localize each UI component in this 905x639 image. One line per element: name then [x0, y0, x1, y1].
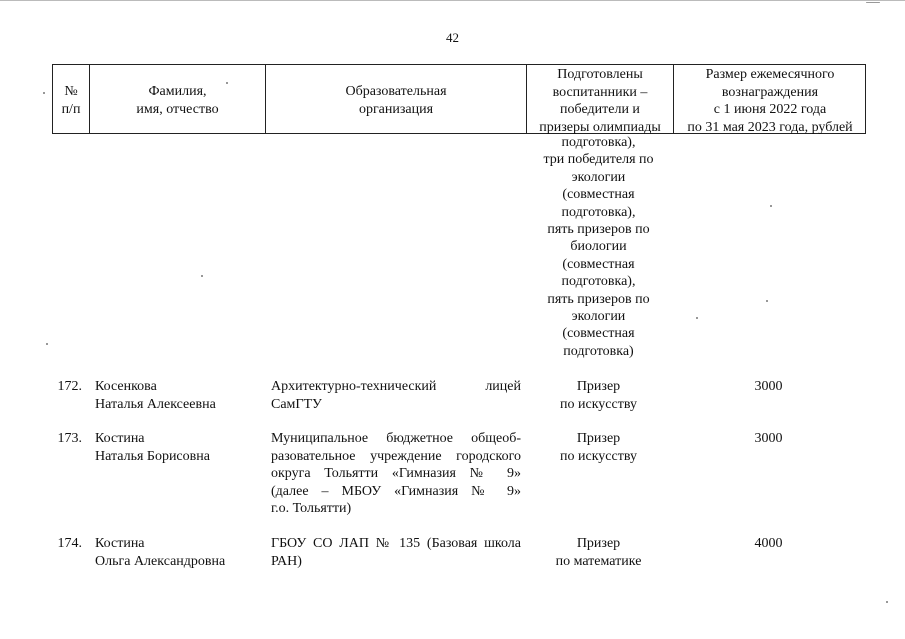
row-org-line: Муниципальное бюджетное общеоб-: [271, 431, 521, 446]
row-award-line: Призер: [576, 379, 621, 394]
row-award: [525, 430, 672, 465]
header-prepared-line: победители и: [560, 102, 640, 117]
row-number: 174.: [57, 536, 82, 551]
continuation-line: три победителя по: [543, 152, 654, 168]
row-org-line: РАН): [271, 553, 302, 569]
row-name: [95, 430, 265, 465]
scan-speck: [886, 601, 888, 603]
header-prepared-line: призеры олимпиады: [539, 119, 661, 135]
row-number: 173.: [57, 431, 82, 446]
header-amount-line: вознаграждения: [721, 84, 819, 100]
row-org-line: г.о. Тольятти): [271, 501, 352, 516]
row-name: [95, 535, 265, 570]
header-num: [53, 65, 89, 133]
row-award-line: Призер: [576, 431, 621, 446]
continuation-line: экологии: [571, 309, 626, 325]
header-name: [89, 65, 265, 133]
header-num-line: №: [64, 84, 78, 99]
scan-edge-line: [0, 0, 905, 1]
header-org-line: Образовательная: [345, 84, 447, 99]
header-name-line: имя, отчество: [136, 101, 219, 117]
row-org-line: Архитектурно-технический лицей: [271, 379, 521, 394]
row-award: [525, 535, 672, 570]
row-organization: [271, 430, 521, 518]
row-award-line: по искусству: [560, 448, 637, 464]
header-amount-line: по 31 мая 2023 года, рублей: [687, 119, 853, 135]
row-name-line: Наталья Борисовна: [95, 448, 210, 464]
row-amount: 4000: [754, 536, 783, 551]
continuation-line: (совместная: [562, 187, 635, 203]
row-name: [95, 378, 265, 413]
header-prepared-line: воспитанники –: [552, 84, 648, 100]
scan-speck: [201, 275, 203, 277]
header-org-line: организация: [358, 101, 434, 117]
continuation-line: (совместная: [562, 326, 635, 342]
scan-speck: [226, 82, 228, 84]
header-name-line: Фамилия,: [148, 84, 207, 99]
row-name-line: Костина: [95, 536, 145, 551]
scan-speck: [766, 300, 768, 302]
row-award-line: Призер: [576, 536, 621, 551]
continuation-line: подготовка),: [561, 204, 636, 220]
scan-speck: [43, 92, 45, 94]
header-num-line: п/п: [61, 101, 81, 117]
header-amount: [673, 65, 866, 133]
row-award: [525, 378, 672, 413]
continuation-line: подготовка),: [561, 274, 636, 290]
row-amount: 3000: [754, 431, 783, 446]
header-amount-line: Размер ежемесячного: [705, 67, 835, 82]
continuation-line: экологии: [571, 169, 626, 185]
row-org-line: (далее – МБОУ «Гимназия № 9»: [271, 483, 521, 499]
row-organization: [271, 535, 521, 570]
page-number: 42: [446, 30, 459, 45]
header-amount-line: с 1 июня 2022 года: [713, 102, 827, 117]
table-header: [52, 64, 866, 134]
row-org-line: разовательное учреждение городского: [271, 448, 521, 464]
header-prepared: [526, 65, 673, 133]
row-org-line: ГБОУ СО ЛАП № 135 (Базовая школа: [271, 536, 521, 551]
row-award-line: по математике: [555, 553, 642, 569]
continuation-line: подготовка),: [561, 135, 636, 150]
row-amount: 3000: [754, 379, 783, 394]
scan-speck: [696, 317, 698, 319]
header-org: [265, 65, 526, 133]
scan-speck: [866, 2, 880, 3]
continuation-line: биологии: [570, 239, 627, 255]
continuation-cell: [525, 134, 672, 360]
continuation-line: (совместная: [562, 256, 635, 272]
row-org-line: СамГТУ: [271, 396, 322, 412]
continuation-line: пять призеров по: [547, 222, 650, 238]
continuation-line: пять призеров по: [547, 291, 650, 307]
scan-speck: [770, 205, 772, 207]
scan-speck: [46, 343, 48, 345]
row-name-line: Косенкова: [95, 379, 157, 394]
row-number: 172.: [57, 379, 82, 394]
row-award-line: по искусству: [560, 396, 637, 412]
row-org-line: округа Тольятти «Гимназия № 9»: [271, 466, 521, 481]
row-name-line: Ольга Александровна: [95, 553, 226, 569]
row-name-line: Наталья Алексеевна: [95, 396, 216, 412]
continuation-line: подготовка): [563, 343, 634, 359]
row-organization: [271, 378, 521, 413]
row-name-line: Костина: [95, 431, 145, 446]
header-prepared-line: Подготовлены: [557, 67, 643, 82]
